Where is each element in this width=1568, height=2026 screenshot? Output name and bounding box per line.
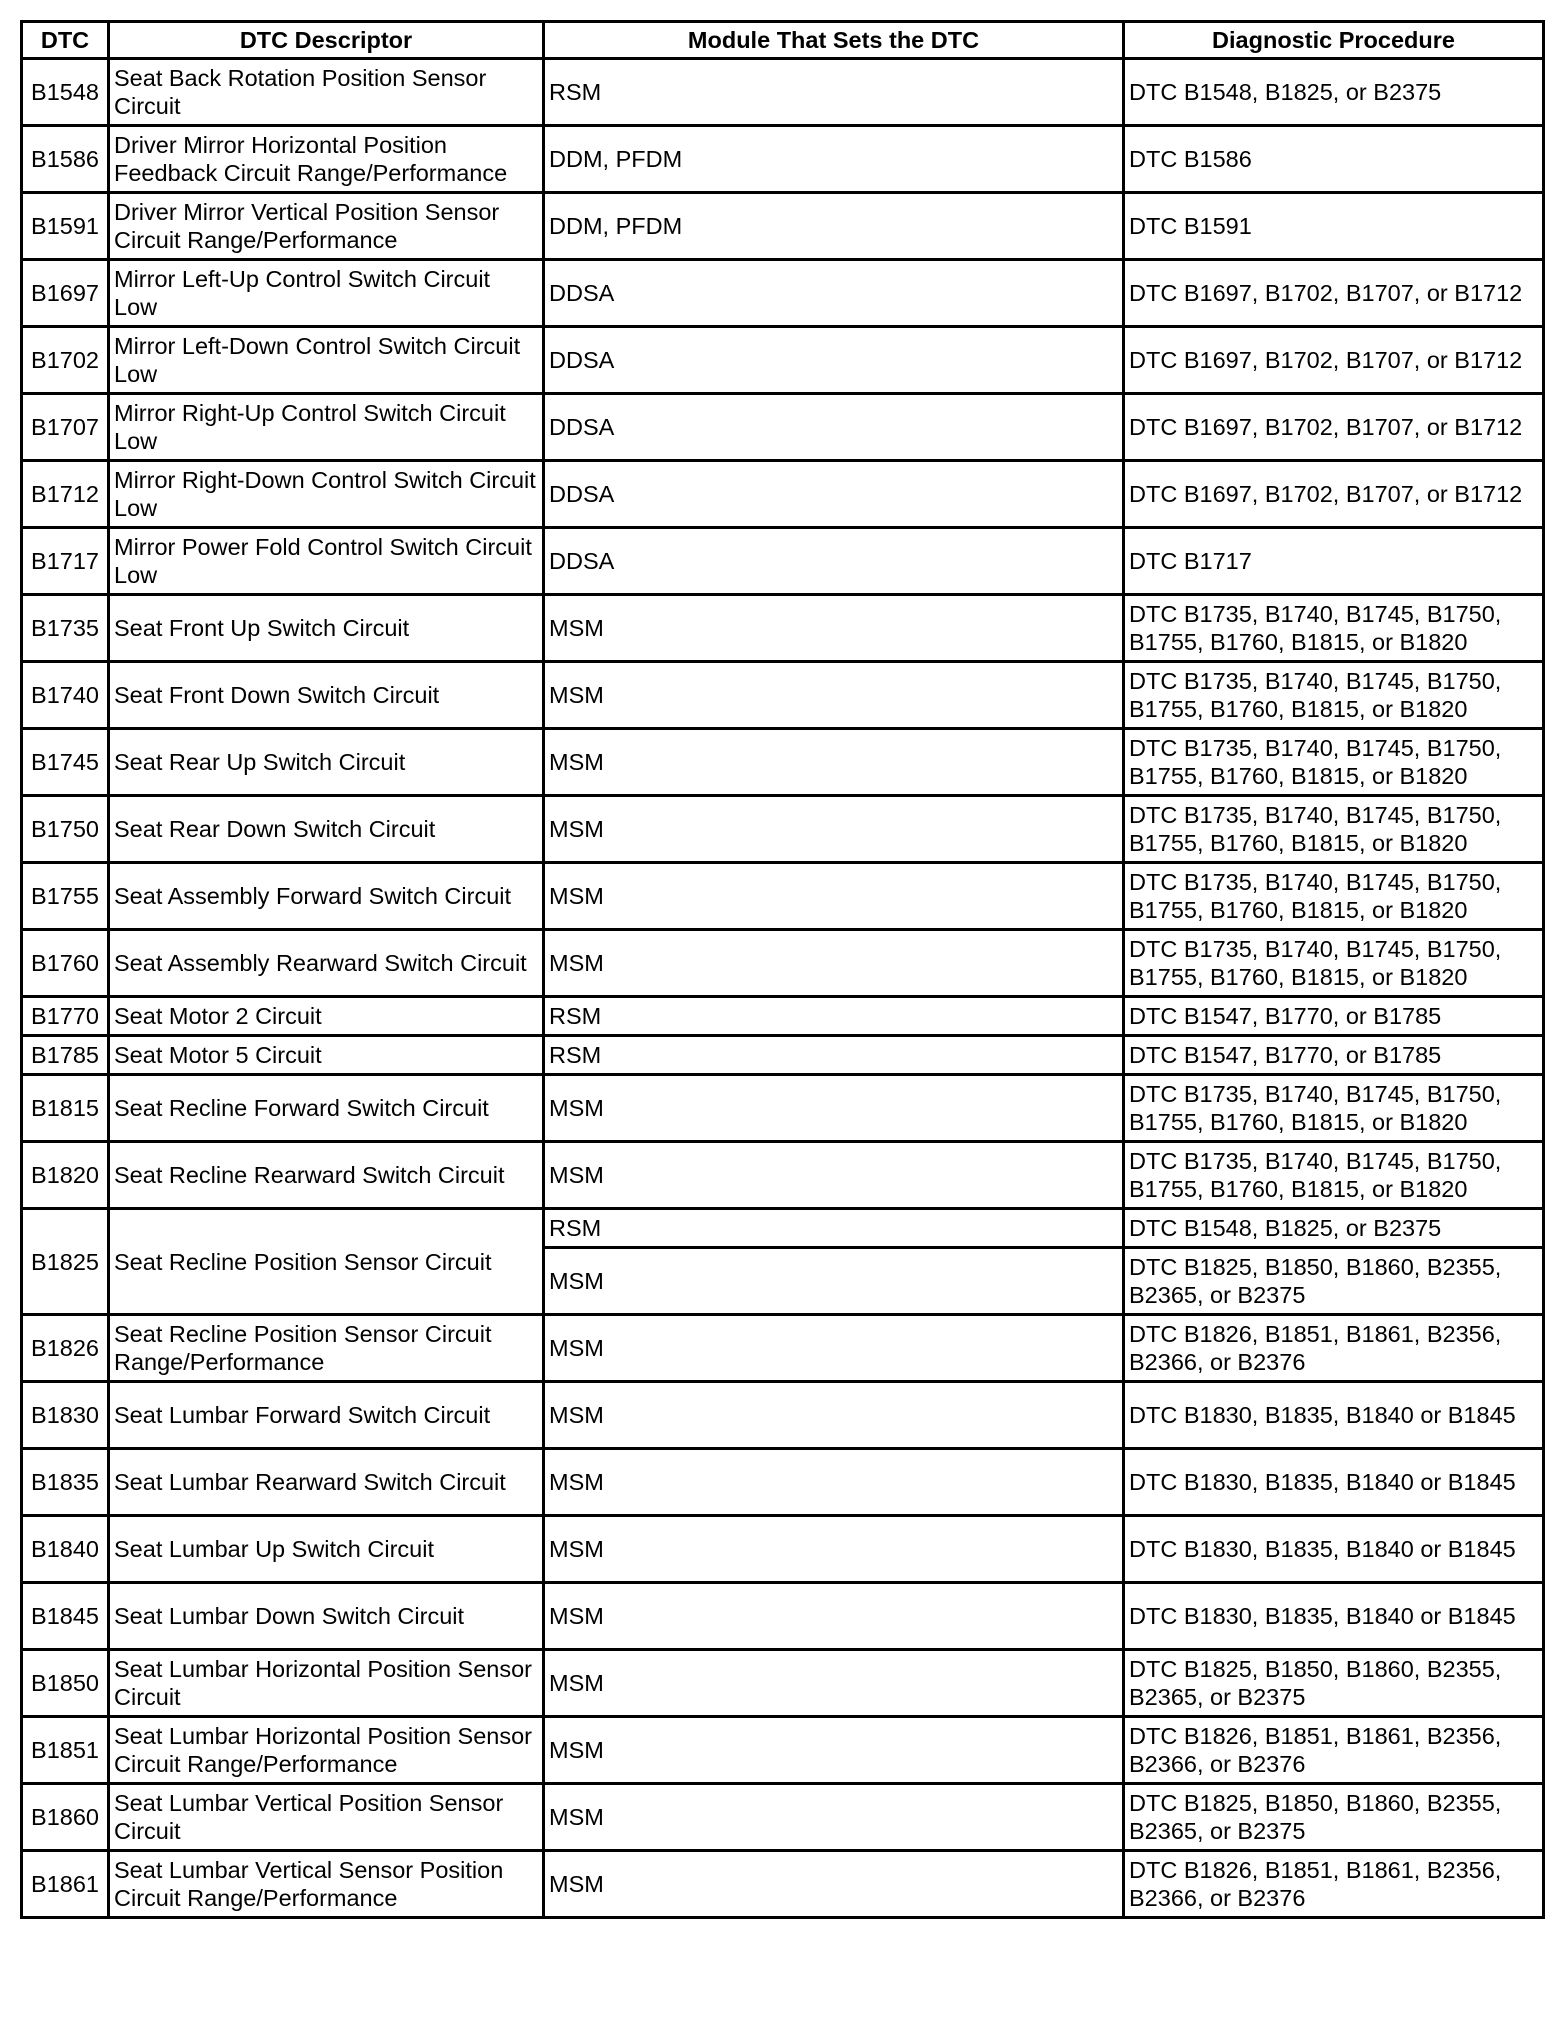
procedure-cell: DTC B1735, B1740, B1745, B1750, B1755, B1760, B1815, or B1820 [1124,796,1544,863]
dtc-descriptor: Seat Lumbar Horizontal Position Sensor Circuit Range/Performance [109,1717,544,1784]
dtc-code: B1702 [22,327,109,394]
procedure-cell: DTC B1825, B1850, B1860, B2355, B2365, or B2375 [1124,1650,1544,1717]
dtc-code: B1697 [22,260,109,327]
module-cell: RSM [544,59,1124,126]
module-cell: MSM [544,595,1124,662]
dtc-descriptor: Driver Mirror Horizontal Position Feedback Circuit Range/Performance [109,126,544,193]
module-cell: MSM [544,930,1124,997]
dtc-code: B1826 [22,1315,109,1382]
module-cell: DDSA [544,327,1124,394]
module-cell: RSM [544,1209,1124,1248]
dtc-code: B1845 [22,1583,109,1650]
procedure-cell: DTC B1826, B1851, B1861, B2356, B2366, or B2376 [1124,1315,1544,1382]
dtc-descriptor: Seat Lumbar Forward Switch Circuit [109,1382,544,1449]
table-row [22,729,1544,796]
module-cell: DDSA [544,260,1124,327]
module-cell: MSM [544,1449,1124,1516]
dtc-descriptor: Mirror Power Fold Control Switch Circuit Low [109,528,544,595]
dtc-descriptor: Driver Mirror Vertical Position Sensor Circuit Range/Performance [109,193,544,260]
procedure-cell: DTC B1548, B1825, or B2375 [1124,59,1544,126]
table-row [22,997,1544,1036]
dtc-code: B1707 [22,394,109,461]
dtc-descriptor: Seat Front Down Switch Circuit [109,662,544,729]
module-cell: DDSA [544,528,1124,595]
table-row [22,1382,1544,1449]
table-row [22,1036,1544,1075]
procedure-cell: DTC B1735, B1740, B1745, B1750, B1755, B1760, B1815, or B1820 [1124,1142,1544,1209]
table-row [22,394,1544,461]
procedure-cell: DTC B1825, B1850, B1860, B2355, B2365, or B2375 [1124,1784,1544,1851]
dtc-descriptor: Seat Assembly Forward Switch Circuit [109,863,544,930]
module-cell: MSM [544,1315,1124,1382]
procedure-cell: DTC B1830, B1835, B1840 or B1845 [1124,1449,1544,1516]
module-cell: MSM [544,1248,1124,1315]
module-cell: DDSA [544,394,1124,461]
dtc-descriptor: Seat Rear Up Switch Circuit [109,729,544,796]
module-cell: MSM [544,729,1124,796]
dtc-code: B1861 [22,1851,109,1918]
table-row [22,595,1544,662]
table-row [22,1209,1544,1248]
module-cell: DDSA [544,461,1124,528]
module-cell: MSM [544,1851,1124,1918]
table-row [22,796,1544,863]
table-row [22,126,1544,193]
table-row [22,327,1544,394]
procedure-cell: DTC B1826, B1851, B1861, B2356, B2366, or B2376 [1124,1851,1544,1918]
procedure-cell: DTC B1697, B1702, B1707, or B1712 [1124,394,1544,461]
table-row [22,59,1544,126]
procedure-cell: DTC B1735, B1740, B1745, B1750, B1755, B1760, B1815, or B1820 [1124,662,1544,729]
table-row [22,193,1544,260]
table-row [22,1075,1544,1142]
dtc-descriptor: Seat Lumbar Rearward Switch Circuit [109,1449,544,1516]
procedure-cell: DTC B1697, B1702, B1707, or B1712 [1124,461,1544,528]
dtc-descriptor: Seat Lumbar Down Switch Circuit [109,1583,544,1650]
dtc-code: B1750 [22,796,109,863]
table-row [22,461,1544,528]
dtc-code: B1735 [22,595,109,662]
procedure-cell: DTC B1735, B1740, B1745, B1750, B1755, B1760, B1815, or B1820 [1124,1075,1544,1142]
header-descriptor: DTC Descriptor [109,22,544,59]
module-cell: DDM, PFDM [544,193,1124,260]
procedure-cell: DTC B1735, B1740, B1745, B1750, B1755, B1760, B1815, or B1820 [1124,930,1544,997]
table-row [22,1142,1544,1209]
dtc-code: B1835 [22,1449,109,1516]
dtc-descriptor: Mirror Right-Up Control Switch Circuit Low [109,394,544,461]
module-cell: MSM [544,863,1124,930]
procedure-cell: DTC B1548, B1825, or B2375 [1124,1209,1544,1248]
dtc-code: B1825 [22,1209,109,1315]
header-procedure: Diagnostic Procedure [1124,22,1544,59]
dtc-descriptor: Seat Recline Position Sensor Circuit [109,1209,544,1315]
procedure-cell: DTC B1697, B1702, B1707, or B1712 [1124,327,1544,394]
module-cell: MSM [544,1784,1124,1851]
table-row [22,863,1544,930]
module-cell: MSM [544,796,1124,863]
header-module: Module That Sets the DTC [544,22,1124,59]
module-cell: MSM [544,1583,1124,1650]
module-cell: MSM [544,1382,1124,1449]
table-row [22,1449,1544,1516]
procedure-cell: DTC B1825, B1850, B1860, B2355, B2365, or B2375 [1124,1248,1544,1315]
procedure-cell: DTC B1830, B1835, B1840 or B1845 [1124,1583,1544,1650]
table-row [22,1315,1544,1382]
table-row [22,528,1544,595]
dtc-code: B1830 [22,1382,109,1449]
dtc-descriptor: Mirror Left-Up Control Switch Circuit Low [109,260,544,327]
dtc-code: B1815 [22,1075,109,1142]
dtc-code: B1755 [22,863,109,930]
dtc-code: B1851 [22,1717,109,1784]
table-row [22,260,1544,327]
procedure-cell: DTC B1830, B1835, B1840 or B1845 [1124,1516,1544,1583]
dtc-code: B1785 [22,1036,109,1075]
procedure-cell: DTC B1826, B1851, B1861, B2356, B2366, or B2376 [1124,1717,1544,1784]
dtc-descriptor: Seat Front Up Switch Circuit [109,595,544,662]
procedure-cell: DTC B1830, B1835, B1840 or B1845 [1124,1382,1544,1449]
dtc-descriptor: Seat Rear Down Switch Circuit [109,796,544,863]
table-row [22,1583,1544,1650]
dtc-descriptor: Seat Assembly Rearward Switch Circuit [109,930,544,997]
module-cell: RSM [544,997,1124,1036]
module-cell: MSM [544,1142,1124,1209]
dtc-descriptor: Seat Recline Position Sensor Circuit Range/Performance [109,1315,544,1382]
table-row [22,1717,1544,1784]
procedure-cell: DTC B1591 [1124,193,1544,260]
table-row [22,930,1544,997]
dtc-code: B1717 [22,528,109,595]
module-cell: MSM [544,1516,1124,1583]
procedure-cell: DTC B1586 [1124,126,1544,193]
module-cell: DDM, PFDM [544,126,1124,193]
dtc-code: B1740 [22,662,109,729]
module-cell: MSM [544,1717,1124,1784]
procedure-cell: DTC B1735, B1740, B1745, B1750, B1755, B1760, B1815, or B1820 [1124,863,1544,930]
table-header-row [22,22,1544,59]
dtc-code: B1770 [22,997,109,1036]
dtc-descriptor: Seat Recline Forward Switch Circuit [109,1075,544,1142]
dtc-descriptor: Seat Motor 5 Circuit [109,1036,544,1075]
dtc-code: B1760 [22,930,109,997]
dtc-code: B1850 [22,1650,109,1717]
dtc-code: B1840 [22,1516,109,1583]
procedure-cell: DTC B1717 [1124,528,1544,595]
dtc-code: B1820 [22,1142,109,1209]
dtc-descriptor: Seat Recline Rearward Switch Circuit [109,1142,544,1209]
module-cell: MSM [544,662,1124,729]
module-cell: RSM [544,1036,1124,1075]
module-cell: MSM [544,1075,1124,1142]
dtc-code: B1586 [22,126,109,193]
table-row [22,1784,1544,1851]
procedure-cell: DTC B1735, B1740, B1745, B1750, B1755, B1760, B1815, or B1820 [1124,729,1544,796]
dtc-code: B1591 [22,193,109,260]
dtc-code: B1712 [22,461,109,528]
dtc-descriptor: Mirror Right-Down Control Switch Circuit Low [109,461,544,528]
dtc-code: B1745 [22,729,109,796]
dtc-table [20,20,1545,1919]
dtc-descriptor: Seat Lumbar Vertical Sensor Position Circuit Range/Performance [109,1851,544,1918]
table-row [22,662,1544,729]
dtc-descriptor: Seat Lumbar Horizontal Position Sensor Circuit [109,1650,544,1717]
dtc-descriptor: Mirror Left-Down Control Switch Circuit Low [109,327,544,394]
dtc-code: B1548 [22,59,109,126]
procedure-cell: DTC B1547, B1770, or B1785 [1124,1036,1544,1075]
dtc-descriptor: Seat Motor 2 Circuit [109,997,544,1036]
table-row [22,1516,1544,1583]
procedure-cell: DTC B1697, B1702, B1707, or B1712 [1124,260,1544,327]
dtc-descriptor: Seat Lumbar Up Switch Circuit [109,1516,544,1583]
dtc-descriptor: Seat Lumbar Vertical Position Sensor Circuit [109,1784,544,1851]
table-row [22,1851,1544,1918]
procedure-cell: DTC B1547, B1770, or B1785 [1124,997,1544,1036]
procedure-cell: DTC B1735, B1740, B1745, B1750, B1755, B1760, B1815, or B1820 [1124,595,1544,662]
table-row [22,1650,1544,1717]
dtc-descriptor: Seat Back Rotation Position Sensor Circuit [109,59,544,126]
dtc-code: B1860 [22,1784,109,1851]
header-dtc: DTC [22,22,109,59]
module-cell: MSM [544,1650,1124,1717]
